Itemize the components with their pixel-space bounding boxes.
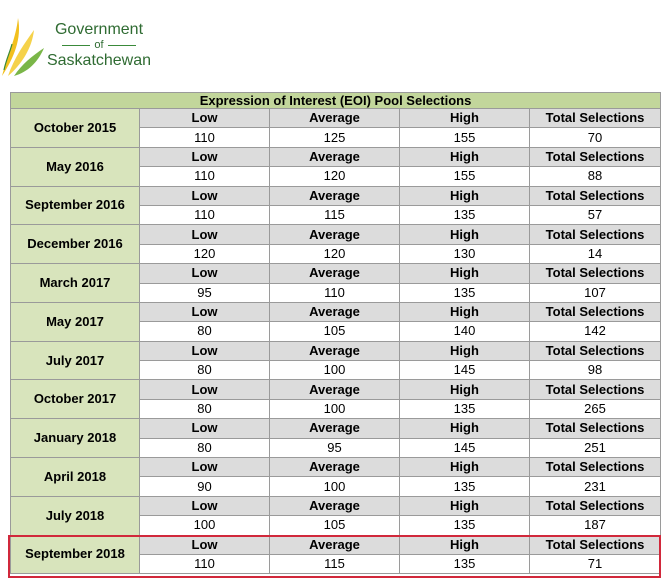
- value-cell: 120: [270, 244, 400, 263]
- column-header-cell: Average: [270, 225, 400, 244]
- column-header-cell: High: [400, 302, 530, 321]
- value-cell: 155: [400, 167, 530, 186]
- value-cell: 135: [400, 477, 530, 496]
- table-row-header: [11, 147, 661, 166]
- column-header-cell: High: [400, 186, 530, 205]
- value-cell: 110: [270, 283, 400, 302]
- period-cell: October 2015: [11, 109, 140, 148]
- column-header-cell: Average: [270, 264, 400, 283]
- column-header-cell: High: [400, 341, 530, 360]
- period-cell: September 2018: [11, 535, 140, 574]
- period-cell: July 2018: [11, 496, 140, 535]
- value-cell: 120: [140, 244, 270, 263]
- column-header-cell: Low: [140, 109, 270, 128]
- value-cell: 115: [270, 205, 400, 224]
- column-header-cell: Average: [270, 341, 400, 360]
- value-cell: 125: [270, 128, 400, 147]
- column-header-cell: Total Selections: [530, 147, 661, 166]
- table-body: [11, 109, 661, 574]
- column-header-cell: High: [400, 225, 530, 244]
- value-cell: 135: [400, 205, 530, 224]
- value-cell: 187: [530, 516, 661, 535]
- period-cell: July 2017: [11, 341, 140, 380]
- period-cell: May 2017: [11, 302, 140, 341]
- column-header-cell: Total Selections: [530, 496, 661, 515]
- column-header-cell: Total Selections: [530, 380, 661, 399]
- value-cell: 231: [530, 477, 661, 496]
- logo-rule-right: [108, 45, 136, 46]
- column-header-cell: Total Selections: [530, 225, 661, 244]
- value-cell: 130: [400, 244, 530, 263]
- column-header-cell: Total Selections: [530, 458, 661, 477]
- table-row-header: [11, 535, 661, 554]
- column-header-cell: Low: [140, 225, 270, 244]
- value-cell: 155: [400, 128, 530, 147]
- logo-of-text: of: [94, 39, 104, 51]
- table-row-header: [11, 458, 661, 477]
- table-row-header: [11, 496, 661, 515]
- value-cell: 100: [270, 477, 400, 496]
- column-header-cell: Total Selections: [530, 186, 661, 205]
- column-header-cell: High: [400, 264, 530, 283]
- column-header-cell: Average: [270, 496, 400, 515]
- column-header-cell: Total Selections: [530, 302, 661, 321]
- value-cell: 80: [140, 399, 270, 418]
- logo-line-of: [44, 40, 154, 51]
- value-cell: 100: [140, 516, 270, 535]
- column-header-cell: Total Selections: [530, 109, 661, 128]
- period-cell: October 2017: [11, 380, 140, 419]
- column-header-cell: Total Selections: [530, 264, 661, 283]
- value-cell: 265: [530, 399, 661, 418]
- value-cell: 110: [140, 167, 270, 186]
- column-header-cell: High: [400, 496, 530, 515]
- column-header-cell: Low: [140, 147, 270, 166]
- column-header-cell: Low: [140, 341, 270, 360]
- column-header-cell: Low: [140, 419, 270, 438]
- value-cell: 95: [270, 438, 400, 457]
- column-header-cell: High: [400, 109, 530, 128]
- value-cell: 88: [530, 167, 661, 186]
- table-row-header: [11, 380, 661, 399]
- table-row-header: [11, 302, 661, 321]
- table-row-header: [11, 419, 661, 438]
- value-cell: 80: [140, 361, 270, 380]
- column-header-cell: Low: [140, 535, 270, 554]
- column-header-cell: Low: [140, 458, 270, 477]
- column-header-cell: High: [400, 458, 530, 477]
- column-header-cell: Average: [270, 380, 400, 399]
- value-cell: 145: [400, 438, 530, 457]
- value-cell: 70: [530, 128, 661, 147]
- column-header-cell: High: [400, 535, 530, 554]
- value-cell: 145: [400, 361, 530, 380]
- value-cell: 105: [270, 322, 400, 341]
- period-cell: April 2018: [11, 458, 140, 497]
- table-title: Expression of Interest (EOI) Pool Selections: [11, 93, 661, 109]
- column-header-cell: High: [400, 147, 530, 166]
- column-header-cell: Average: [270, 419, 400, 438]
- table-row-header: [11, 186, 661, 205]
- value-cell: 135: [400, 283, 530, 302]
- table-row-header: [11, 109, 661, 128]
- value-cell: 71: [530, 554, 661, 573]
- value-cell: 80: [140, 322, 270, 341]
- period-cell: December 2016: [11, 225, 140, 264]
- eoi-pool-selections-table: [10, 92, 661, 574]
- column-header-cell: Average: [270, 109, 400, 128]
- period-cell: January 2018: [11, 419, 140, 458]
- column-header-cell: Low: [140, 496, 270, 515]
- value-cell: 80: [140, 438, 270, 457]
- government-of-saskatchewan-logo: [0, 14, 160, 78]
- column-header-cell: High: [400, 380, 530, 399]
- value-cell: 105: [270, 516, 400, 535]
- value-cell: 110: [140, 128, 270, 147]
- logo-rule-left: [62, 45, 90, 46]
- column-header-cell: Average: [270, 147, 400, 166]
- value-cell: 110: [140, 554, 270, 573]
- table-row-header: [11, 341, 661, 360]
- column-header-cell: Average: [270, 535, 400, 554]
- value-cell: 142: [530, 322, 661, 341]
- value-cell: 57: [530, 205, 661, 224]
- period-cell: September 2016: [11, 186, 140, 225]
- column-header-cell: Average: [270, 458, 400, 477]
- value-cell: 100: [270, 361, 400, 380]
- value-cell: 135: [400, 554, 530, 573]
- table-row-header: [11, 225, 661, 244]
- table-row-header: [11, 264, 661, 283]
- value-cell: 251: [530, 438, 661, 457]
- period-cell: March 2017: [11, 264, 140, 303]
- value-cell: 14: [530, 244, 661, 263]
- logo-line-saskatchewan: Saskatchewan: [46, 52, 152, 69]
- column-header-cell: Low: [140, 186, 270, 205]
- period-cell: May 2016: [11, 147, 140, 186]
- value-cell: 135: [400, 399, 530, 418]
- column-header-cell: Total Selections: [530, 341, 661, 360]
- value-cell: 120: [270, 167, 400, 186]
- logo-wordmark: [44, 22, 154, 69]
- wheat-logo-icon: [0, 14, 44, 78]
- logo-line-government: Government: [54, 21, 144, 38]
- column-header-cell: Average: [270, 186, 400, 205]
- value-cell: 110: [140, 205, 270, 224]
- value-cell: 115: [270, 554, 400, 573]
- value-cell: 98: [530, 361, 661, 380]
- column-header-cell: Low: [140, 380, 270, 399]
- value-cell: 95: [140, 283, 270, 302]
- value-cell: 107: [530, 283, 661, 302]
- column-header-cell: Total Selections: [530, 419, 661, 438]
- value-cell: 100: [270, 399, 400, 418]
- value-cell: 90: [140, 477, 270, 496]
- column-header-cell: Average: [270, 302, 400, 321]
- value-cell: 135: [400, 516, 530, 535]
- column-header-cell: Total Selections: [530, 535, 661, 554]
- column-header-cell: Low: [140, 302, 270, 321]
- column-header-cell: Low: [140, 264, 270, 283]
- column-header-cell: High: [400, 419, 530, 438]
- value-cell: 140: [400, 322, 530, 341]
